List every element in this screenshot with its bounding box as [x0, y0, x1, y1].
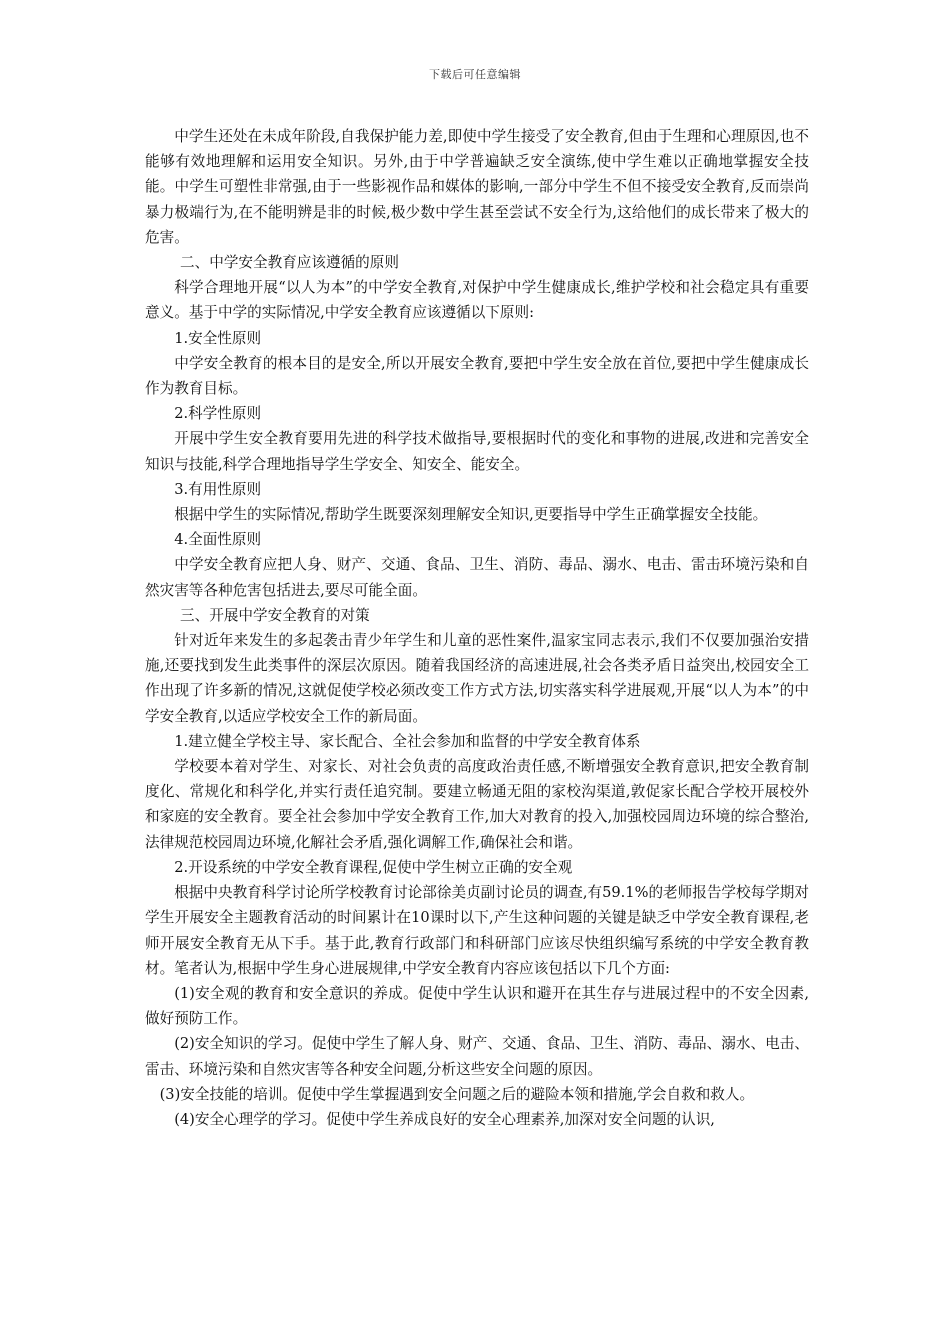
- paragraph: 根据中学生的实际情况,帮助学生既要深刻理解安全知识,更要指导中学生正确掌握安全技能。: [174, 506, 768, 524]
- page-header: 下载后可任意编辑: [429, 68, 521, 81]
- list-item: (1)安全观的教育和安全意识的养成。促使中学生认识和避开在其生存与进展过程中的不安全因素,做好预防工作。: [145, 984, 809, 1028]
- list-item: (3)安全技能的培训。促使中学生掌握遇到安全问题之后的避险本领和措施,学会自救和救人。: [159, 1085, 755, 1103]
- subheading: 1.安全性原则: [174, 329, 262, 347]
- paragraph: 科学合理地开展“以人为本”的中学安全教育,对保护中学生健康成长,维护学校和社会稳定具有重要意义。基于中学的实际情况,中学安全教育应该遵循以下原则:: [145, 279, 810, 322]
- section-heading: 三、开展中学安全教育的对策: [180, 606, 370, 624]
- section-heading: 二、中学安全教育应该遵循的原则: [180, 254, 399, 272]
- paragraph: 针对近年来发生的多起袭击青少年学生和儿童的恶性案件,温家宝同志表示,我们不仅要加强治安措施,还要找到发生此类事件的深层次原因。随着我国经济的高速进展,社会各类矛盾日益突出,校园安全工作出现了许多新的情况,这就促使学校必须改变工作方式方法,切实落实科学进展观,开展“以人为本”的中学安全教育,以适应学校安全工作的新局面。: [145, 632, 809, 725]
- paragraph: 学校要本着对学生、对家长、对社会负责的高度政治责任感,不断增强安全教育意识,把安全教育制度化、常规化和科学化,并实行责任追究制。要建立畅通无阻的家校沟渠道,敦促家长配合学校开展校外和家庭的安全教育。要全社会参加中学安全教育工作,加大对教育的投入,加强校园周边环境的综合整治,法律规范校园周边环境,化解社会矛盾,强化调解工作,确保社会和谐。: [145, 758, 809, 851]
- list-item: (2)安全知识的学习。促使中学生了解人身、财产、交通、食品、卫生、消防、毒品、溺水、电击、雷击、环境污染和自然灾害等各种安全问题,分析这些安全问题的原因。: [145, 1035, 809, 1078]
- subheading: 4.全面性原则: [174, 531, 262, 549]
- paragraph: 中学安全教育的根本目的是安全,所以开展安全教育,要把中学生安全放在首位,要把中学生健康成长作为教育目标。: [145, 354, 809, 398]
- paragraph: 中学安全教育应把人身、财产、交通、食品、卫生、消防、毒品、溺水、电击、雷击环境污染和自然灾害等各种危害包括进去,要尽可能全面。: [145, 556, 809, 599]
- subheading: 1.建立健全学校主导、家长配合、全社会参加和监督的中学安全教育体系: [174, 732, 641, 750]
- paragraph: 根据中央教育科学讨论所学校教育讨论部徐美贞副讨论员的调查,有59.1%的老师报告学校每学期对学生开展安全主题教育活动的时间累计在10课时以下,产生这种问题的关键是缺乏中学安全教育课程,老师开展安全教育无从下手。基于此,教育行政部门和科研部门应该尽快组织编写系统的中学安全教育教材。笔者认为,根据中学生身心进展规律,中学安全教育内容应该包括以下几个方面:: [145, 884, 809, 977]
- paragraph: 开展中学生安全教育要用先进的科学技术做指导,要根据时代的变化和事物的进展,改进和完善安全知识与技能,科学合理地指导学生学安全、知安全、能安全。: [145, 430, 809, 473]
- subheading: 3.有用性原则: [174, 480, 262, 498]
- paragraph: 中学生还处在未成年阶段,自我保护能力差,即使中学生接受了安全教育,但由于生理和心理原因,也不能够有效地理解和运用安全知识。另外,由于中学普遍缺乏安全演练,使中学生难以正确地掌握安全技能。中学生可塑性非常强,由于一些影视作品和媒体的影响,一部分中学生不但不接受安全教育,反而崇尚暴力极端行为,在不能明辨是非的时候,极少数中学生甚至尝试不安全行为,这给他们的成长带来了极大的危害。: [145, 128, 809, 246]
- subheading: 2.开设系统的中学安全教育课程,促使中学生树立正确的安全观: [174, 858, 573, 876]
- subheading: 2.科学性原则: [174, 405, 262, 423]
- document-body: [145, 124, 809, 1132]
- list-item: (4)安全心理学的学习。促使中学生养成良好的安全心理素养,加深对安全问题的认识,: [174, 1110, 715, 1128]
